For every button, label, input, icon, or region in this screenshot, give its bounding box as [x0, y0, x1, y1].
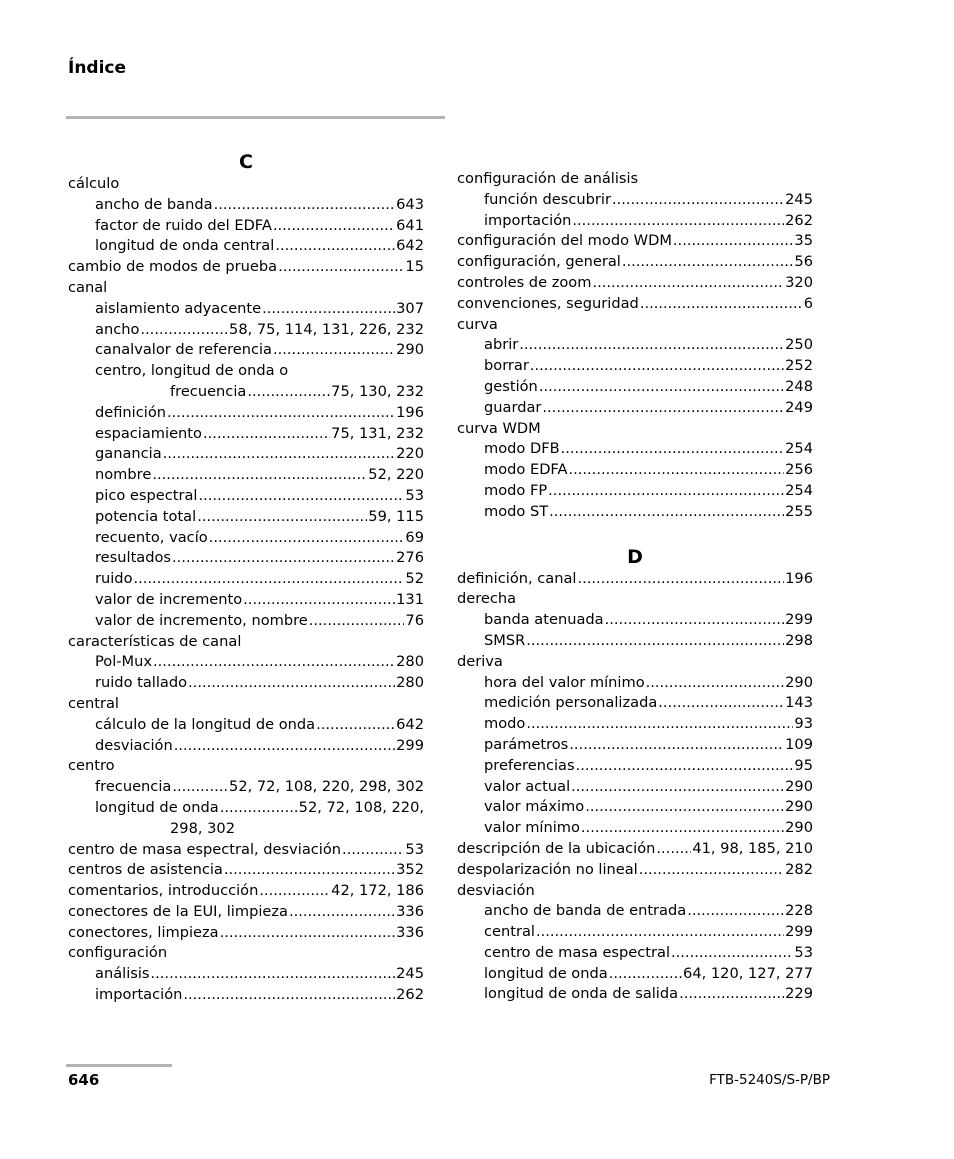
index-heading: cálculo [68, 175, 120, 192]
index-entry [457, 714, 813, 735]
entry-pages: 280 [396, 653, 424, 671]
entry-term: ancho de banda [95, 195, 213, 213]
entry-term: medición personalizada [484, 694, 658, 712]
index-entry [457, 673, 813, 694]
index-entry [68, 964, 424, 985]
index-entry [68, 528, 424, 549]
dot-leader [163, 444, 395, 465]
index-heading: configuración de análisis [457, 170, 639, 187]
entry-term: análisis [95, 965, 150, 983]
entry-term: cálculo de la longitud de onda [95, 715, 316, 733]
entry-term: comentarios, introducción [68, 882, 259, 900]
dot-leader [220, 923, 396, 944]
index-heading: centro, longitud de onda o [95, 362, 289, 380]
index-entry [68, 673, 424, 694]
dot-leader [197, 507, 367, 528]
entry-term: abrir [484, 336, 519, 354]
index-entry [68, 611, 424, 632]
entry-pages: 56 [794, 253, 813, 271]
entry-pages: 298 [785, 631, 813, 649]
index-entry [68, 216, 424, 237]
entry-term: factor de ruido del EDFA [95, 216, 272, 234]
dot-leader [220, 798, 298, 819]
entry-pages: 6 [803, 294, 813, 312]
dot-leader [581, 818, 784, 839]
index-entry [68, 860, 424, 881]
entry-pages: 15 [405, 258, 424, 276]
entry-pages: 249 [785, 398, 813, 416]
section-gap [457, 523, 813, 545]
index-entry [68, 195, 424, 216]
dot-leader [183, 985, 395, 1006]
entry-pages: 52, 72, 108, 220, [298, 798, 424, 816]
entry-term: valor mínimo [484, 819, 580, 837]
index-heading: configuración [68, 944, 168, 962]
footer-divider [66, 1064, 172, 1067]
index-entry [457, 377, 813, 398]
dot-leader [639, 860, 784, 881]
entry-term: modo EDFA [484, 461, 568, 479]
entry-pages: 41, 98, 185, 210 [692, 839, 813, 857]
dot-leader [658, 693, 784, 714]
entry-term: despolarización no lineal [457, 860, 638, 878]
index-title: Índice [68, 58, 127, 78]
entry-term: resultados [95, 549, 172, 567]
entry-pages: 42, 172, 186 [331, 882, 424, 900]
index-entry [457, 439, 813, 460]
dot-leader [679, 984, 784, 1005]
dot-leader [259, 881, 330, 902]
entry-pages: 53 [405, 840, 424, 858]
document-code: FTB-5240S/S-P/BP [709, 1072, 830, 1088]
entry-pages: 229 [785, 985, 813, 1003]
dot-leader [289, 902, 395, 923]
entry-term: preferencias [484, 756, 575, 774]
index-entry [457, 860, 813, 881]
index-entry [68, 736, 424, 757]
dot-leader [151, 964, 396, 985]
entry-pages: 52, 72, 108, 220, 298, 302 [229, 778, 424, 796]
entry-term: configuración, general [457, 253, 621, 271]
index-entry [457, 631, 813, 652]
entry-pages: 95 [794, 756, 813, 774]
entry-term: banda atenuada [484, 611, 604, 629]
dot-leader [275, 236, 395, 257]
index-entry [457, 460, 813, 481]
index-entry [68, 881, 424, 902]
dot-leader [549, 502, 784, 523]
entry-pages: 59, 115 [368, 507, 424, 525]
dot-leader [640, 294, 803, 315]
index-entry [457, 398, 813, 419]
entry-pages: 196 [396, 403, 424, 421]
index-entry [68, 840, 424, 861]
entry-pages: 64, 120, 127, 277 [683, 964, 813, 982]
dot-leader [152, 465, 367, 486]
dot-leader [622, 252, 794, 273]
entry-pages: 75, 131, 232 [331, 424, 424, 442]
index-entry [457, 211, 813, 232]
entry-term: importación [95, 986, 183, 1004]
index-entry [68, 340, 424, 361]
index-entry [68, 923, 424, 944]
entry-term: definición [95, 403, 166, 421]
entry-term: desviación [95, 736, 173, 754]
dot-leader [243, 590, 395, 611]
index-entry [457, 964, 813, 985]
entry-pages: 53 [405, 486, 424, 504]
entry-term: definición, canal [457, 569, 577, 587]
entry-pages: 299 [785, 611, 813, 629]
entry-term: descripción de la ubicación [457, 839, 656, 857]
entry-term: centros de asistencia [68, 861, 223, 879]
entry-pages: 336 [396, 923, 424, 941]
entry-term: gestión [484, 377, 538, 395]
index-entry [68, 652, 424, 673]
dot-leader [592, 273, 784, 294]
entry-pages: 245 [785, 190, 813, 208]
index-heading: deriva [457, 652, 503, 670]
index-entry [457, 943, 813, 964]
dot-leader [214, 195, 396, 216]
entry-term: Pol-Mux [95, 653, 153, 671]
entry-pages: 254 [785, 440, 813, 458]
entry-pages: 299 [785, 923, 813, 941]
index-entry [68, 548, 424, 569]
dot-leader [174, 736, 395, 757]
index-entry [457, 901, 813, 922]
entry-term: centro de masa espectral [484, 943, 671, 961]
entry-term: ancho de banda de entrada [484, 902, 687, 920]
index-entry [68, 902, 424, 923]
entry-pages: 250 [785, 336, 813, 354]
dot-leader [167, 403, 395, 424]
index-entry [457, 569, 813, 590]
entry-pages: 290 [785, 819, 813, 837]
entry-pages: 52, 220 [368, 466, 424, 484]
entry-term: valor de incremento [95, 590, 243, 608]
entry-pages: 252 [785, 357, 813, 375]
dot-leader [309, 611, 405, 632]
entry-term: parámetros [484, 735, 569, 753]
entry-term: borrar [484, 357, 529, 375]
index-entry [457, 610, 813, 631]
index-entry [457, 756, 813, 777]
index-entry [68, 424, 424, 445]
dot-leader [539, 377, 784, 398]
entry-term: longitud de onda [95, 798, 219, 816]
entry-term: hora del valor mínimo [484, 673, 645, 691]
entry-pages: 352 [396, 861, 424, 879]
entry-term: longitud de onda de salida [484, 985, 679, 1003]
dot-leader [172, 548, 395, 569]
dot-leader [542, 398, 784, 419]
index-entry [68, 320, 424, 341]
index-heading: curva WDM [457, 419, 541, 437]
entry-term: convenciones, seguridad [457, 294, 639, 312]
index-entry [68, 465, 424, 486]
dot-leader [278, 257, 404, 278]
dot-leader [656, 839, 691, 860]
dot-leader [273, 340, 395, 361]
index-entry [457, 502, 813, 523]
entry-pages: 276 [396, 549, 424, 567]
index-entry [457, 481, 813, 502]
entry-pages: 228 [785, 902, 813, 920]
index-entry [68, 507, 424, 528]
dot-leader [209, 528, 405, 549]
index-entry [457, 777, 813, 798]
dot-leader [585, 797, 784, 818]
entry-pages: 255 [785, 502, 813, 520]
index-entry [457, 273, 813, 294]
entry-pages: 336 [396, 902, 424, 920]
index-entry [457, 839, 813, 860]
entry-pages: 69 [405, 528, 424, 546]
entry-term: controles de zoom [457, 273, 592, 291]
entry-term: cambio de modos de prueba [68, 258, 278, 276]
index-heading: canal [68, 278, 108, 296]
dot-leader [568, 460, 784, 481]
entry-term: ancho [95, 320, 140, 338]
dot-leader [530, 356, 784, 377]
entry-term: nombre [95, 466, 152, 484]
entry-term: ruido tallado [95, 674, 188, 692]
entry-term: SMSR [484, 631, 526, 649]
dot-leader [612, 190, 784, 211]
entry-term: frecuencia [170, 382, 247, 400]
index-entry [457, 984, 813, 1005]
entry-term: valor máximo [484, 798, 585, 816]
entry-pages: 143 [785, 694, 813, 712]
entry-pages: 109 [785, 735, 813, 753]
entry-pages: 220 [396, 445, 424, 463]
entry-term: importación [484, 211, 572, 229]
index-column-right [457, 169, 813, 1005]
entry-pages: 254 [785, 481, 813, 499]
entry-pages: 248 [785, 377, 813, 395]
entry-pages: 643 [396, 195, 424, 213]
dot-leader [247, 382, 330, 403]
dot-leader [342, 840, 404, 861]
dot-leader [203, 424, 330, 445]
index-entry [68, 257, 424, 278]
entry-term: modo ST [484, 502, 549, 520]
index-entry [68, 382, 424, 403]
index-entry [457, 735, 813, 756]
entry-term: central [484, 923, 535, 941]
entry-term: longitud de onda [484, 964, 608, 982]
index-entry [68, 403, 424, 424]
index-entry [457, 231, 813, 252]
entry-pages: 290 [396, 341, 424, 359]
entry-term: aislamiento adyacente [95, 299, 262, 317]
entry-term: centro de masa espectral, desviación [68, 840, 342, 858]
entry-term: longitud de onda central [95, 237, 275, 255]
index-entry [457, 294, 813, 315]
index-entry [68, 985, 424, 1006]
index-heading: centro [68, 757, 115, 775]
dot-leader [526, 631, 784, 652]
index-entry [457, 693, 813, 714]
index-entry [68, 569, 424, 590]
entry-term: función descubrir [484, 190, 611, 208]
entry-pages: 131 [396, 590, 424, 608]
entry-pages: 282 [785, 860, 813, 878]
dot-leader [140, 320, 228, 341]
index-entry [68, 444, 424, 465]
dot-leader [536, 922, 784, 943]
dot-leader [172, 777, 228, 798]
entry-pages: 320 [785, 273, 813, 291]
dot-leader [569, 735, 784, 756]
index-heading: desviación [457, 881, 535, 899]
section-letter: C [239, 151, 253, 173]
index-entry [457, 335, 813, 356]
index-entry [68, 236, 424, 257]
dot-leader [519, 335, 784, 356]
entry-pages: 290 [785, 673, 813, 691]
index-entry [68, 299, 424, 320]
entry-pages: 58, 75, 114, 131, 226, 232 [229, 320, 424, 338]
index-entry [68, 590, 424, 611]
index-entry [457, 190, 813, 211]
entry-pages: 256 [785, 461, 813, 479]
dot-leader [273, 216, 395, 237]
entry-pages: 76 [405, 611, 424, 629]
entry-term: ganancia [95, 445, 162, 463]
dot-leader [526, 714, 793, 735]
dot-leader [262, 299, 395, 320]
entry-pages: 642 [396, 237, 424, 255]
dot-leader [671, 943, 793, 964]
entry-term: modo FP [484, 481, 548, 499]
index-entry [457, 356, 813, 377]
dot-leader [571, 777, 784, 798]
entry-term: pico espectral [95, 486, 198, 504]
index-heading: curva [457, 315, 498, 333]
dot-leader [153, 652, 395, 673]
index-entry [68, 798, 424, 819]
entry-pages: 307 [396, 299, 424, 317]
dot-leader [572, 211, 784, 232]
entry-term: conectores de la EUI, limpieza [68, 902, 288, 920]
index-entry [68, 777, 424, 798]
dot-leader [646, 673, 785, 694]
dot-leader [134, 569, 405, 590]
entry-term: canalvalor de referencia [95, 341, 272, 359]
entry-pages: 52 [405, 570, 424, 588]
index-entry [457, 922, 813, 943]
entry-pages: 196 [785, 569, 813, 587]
entry-term: modo DFB [484, 440, 560, 458]
entry-term: conectores, limpieza [68, 923, 219, 941]
entry-pages: 35 [794, 232, 813, 250]
entry-term: valor actual [484, 777, 571, 795]
entry-pages: 75, 130, 232 [331, 382, 424, 400]
dot-leader [188, 673, 395, 694]
page-number: 646 [68, 1071, 100, 1089]
entry-pages: 299 [396, 736, 424, 754]
entry-pages: 53 [794, 943, 813, 961]
dot-leader [578, 569, 785, 590]
dot-leader [224, 860, 395, 881]
section-letter: D [627, 545, 643, 568]
dot-leader [673, 231, 794, 252]
index-entry [457, 797, 813, 818]
entry-pages: 290 [785, 798, 813, 816]
index-heading: 298, 302 [170, 819, 235, 837]
entry-pages: 262 [396, 986, 424, 1004]
entry-pages: 280 [396, 674, 424, 692]
entry-term: espaciamiento [95, 424, 202, 442]
index-entry [457, 818, 813, 839]
dot-leader [687, 901, 784, 922]
index-entry [68, 715, 424, 736]
dot-leader [561, 439, 785, 460]
index-entry [68, 486, 424, 507]
index-entry [457, 252, 813, 273]
entry-term: ruido [95, 570, 133, 588]
entry-term: recuento, vacío [95, 528, 208, 546]
entry-term: guardar [484, 398, 542, 416]
entry-term: valor de incremento, nombre [95, 611, 308, 629]
dot-leader [609, 964, 682, 985]
entry-pages: 262 [785, 211, 813, 229]
index-heading: derecha [457, 590, 517, 608]
dot-leader [576, 756, 794, 777]
index-heading: características de canal [68, 632, 242, 650]
header-divider [66, 116, 445, 119]
dot-leader [198, 486, 404, 507]
dot-leader [605, 610, 785, 631]
index-column-left [68, 150, 424, 1006]
entry-pages: 93 [794, 715, 813, 733]
entry-pages: 642 [396, 715, 424, 733]
entry-pages: 290 [785, 777, 813, 795]
entry-pages: 245 [396, 965, 424, 983]
entry-term: configuración del modo WDM [457, 232, 672, 250]
dot-leader [316, 715, 395, 736]
index-heading: central [68, 694, 119, 712]
entry-pages: 641 [396, 216, 424, 234]
dot-leader [548, 481, 784, 502]
entry-term: frecuencia [95, 778, 172, 796]
entry-term: potencia total [95, 507, 197, 525]
entry-term: modo [484, 715, 526, 733]
